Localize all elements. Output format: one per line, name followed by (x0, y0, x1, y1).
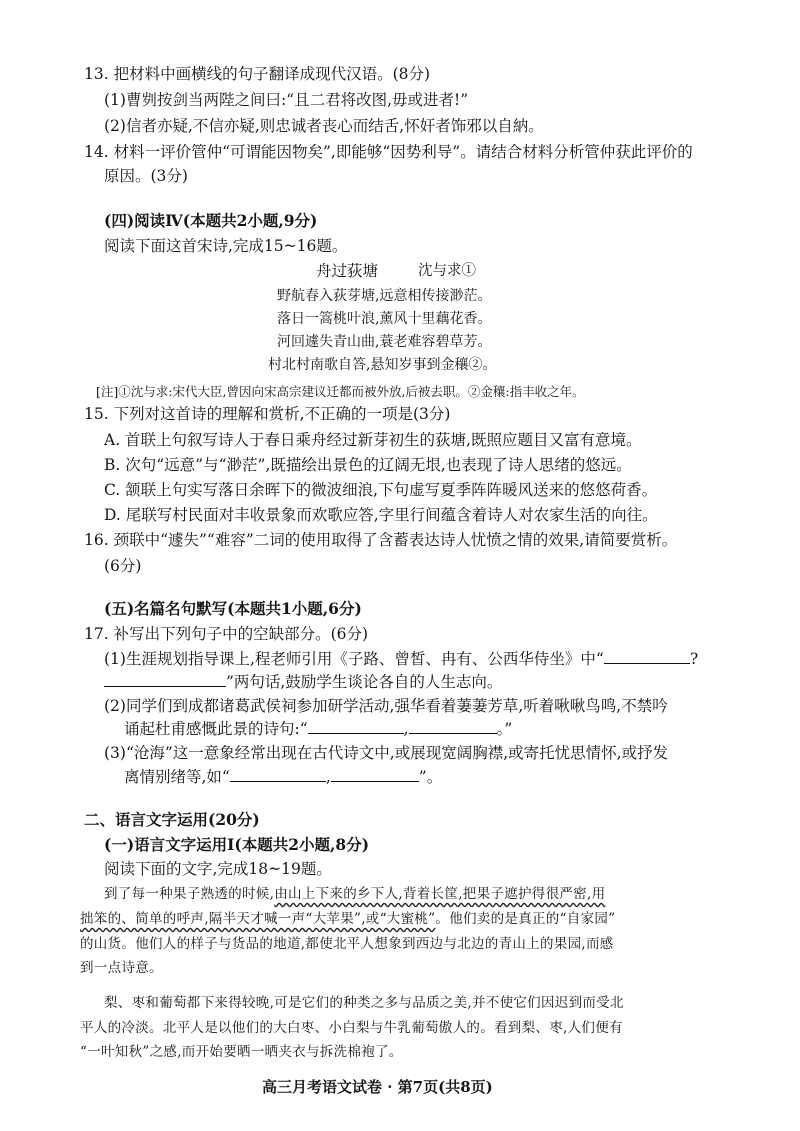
part-2-heading: 二、语言文字运用(20分) (84, 810, 260, 829)
q17-stem: 17. 补写出下列句子中的空缺部分。(6分) (84, 625, 369, 643)
q17-item2-line1: (2)同学们到成都诸葛武侯祠参加研学活动,强华看着萋萋芳草,听着啾啾鸟鸣,不禁吟 (104, 697, 668, 715)
q14-stem-line1: 14. 材料一评价管仲“可谓能因物矣”,即能够“因势利导”。请结合材料分析管仲获此评价的 (84, 143, 693, 161)
part-2-subheading: (一)语言文字运用Ⅰ(本题共2小题,8分) (104, 835, 370, 854)
q15-option-b: B. 次句“远意”与“渺茫”,既描绘出景色的辽阔无垠,也表现了诗人思绪的悠远。 (104, 456, 632, 474)
poem-line-1: 野航春入荻芽塘,远意相传接渺茫。 (277, 288, 492, 304)
poem-author: 沈与求① (418, 263, 476, 279)
part-2-intro: 阅读下面的文字,完成18~19题。 (104, 860, 332, 878)
q13-stem: 13. 把材料中画横线的句子翻译成现代汉语。(8分) (84, 65, 431, 83)
q16-stem-line1: 16. 颈联中“遽失”“难容”二词的使用取得了含蓄表达诗人忧愤之情的效果,请简要赏析。 (84, 531, 678, 549)
poem-footnote: [注]①沈与求:宋代大臣,曾因向宋高宗建议迁都而被外放,后被去职。②金穰:指丰收之年。 (96, 384, 585, 399)
answer-blank[interactable] (308, 719, 404, 734)
q14-stem-line2: 原因。(3分) (104, 167, 188, 185)
answer-blank[interactable] (230, 767, 326, 782)
q17-item1-line2: ”两句话,鼓励学生谈论各自的人生志向。 (104, 672, 502, 692)
passage-line-3: 的山货。他们人的样子与货品的地道,都使北平人想象到西边与北边的青山上的果园,而感 (80, 936, 614, 952)
passage-line-6: 平人的冷淡。北平人是以他们的大白枣、小白梨与牛乳葡萄傲人的。看到梨、枣,人们便有 (80, 1020, 623, 1036)
poem-line-3: 河回遽失青山曲,蓑老难容碧草芳。 (277, 334, 492, 350)
q15-option-d: D. 尾联写村民面对丰收景象而欢歌应答,字里行间蕴含着诗人对农家生活的向往。 (104, 506, 658, 524)
q15-option-a: A. 首联上句叙写诗人于春日乘舟经过新芽初生的荻塘,既照应题目又富有意境。 (104, 431, 642, 449)
section-4-heading: (四)阅读Ⅳ(本题共2小题,9分) (104, 211, 318, 230)
q13-sentence-1: (1)曹刿按剑当两陛之间曰:“且二君将改图,毋或进者!” (104, 91, 469, 109)
q17-item1-line1: (1)生涯规划指导课上,程老师引用《子路、曾皙、冉有、公西华侍坐》中“ ? (104, 650, 699, 668)
answer-blank[interactable] (409, 719, 497, 734)
q16-stem-line2: (6分) (104, 557, 142, 575)
q17-item3-line2: 离情别绪等,如“ , ”。 (124, 768, 443, 786)
section-5-heading: (五)名篇名句默写(本题共1小题,6分) (104, 599, 362, 618)
section-4-intro: 阅读下面这首宋诗,完成15~16题。 (104, 237, 348, 255)
wavy-underlined-text: 由山上下来的乡下人,背着长筐,把果子遮护得很严密,用 (274, 886, 606, 902)
q17-item3-line1: (3)“沧海”这一意象经常出现在古代诗文中,或展现宽阔胸襟,或寄托忧思情怀,或抒发 (104, 744, 669, 762)
passage-line-2: 拙笨的、简单的呼声,隔半天才喊一声“大苹果”,或“大蜜桃”。他们卖的是真正的“自家园” (80, 911, 616, 927)
page-footer: 高三月考语文试卷 · 第7页(共8页) (262, 1078, 493, 1096)
q15-option-c: C. 颔联上句实写落日余晖下的微波细浪,下句虚写夏季阵阵暖风送来的悠悠荷香。 (104, 481, 658, 499)
passage-line-4: 到一点诗意。 (80, 960, 163, 976)
q15-stem: 15. 下列对这首诗的理解和赏析,不正确的一项是(3分) (84, 405, 451, 423)
passage-line-1: 到了每一种果子熟透的时候,由山上下来的乡下人,背着长筐,把果子遮护得很严密,用 (104, 886, 606, 902)
poem-line-4: 村北村南歌自答,悬知岁事到金穰②。 (268, 357, 497, 373)
wavy-underlined-text: 拙笨的、简单的呼声,隔半天才喊一声“大苹果”,或“大蜜桃” (80, 911, 436, 927)
q17-item2-line2: 诵起杜甫感慨此景的诗句:“ , 。” (124, 720, 513, 738)
answer-blank[interactable] (604, 649, 690, 664)
poem-title: 舟过荻塘 (316, 262, 379, 280)
poem-line-2: 落日一篙桃叶浪,薰风十里藕花香。 (277, 311, 492, 327)
passage-line-7: “一叶知秋”之感,而开始要晒一晒夹衣与拆洗棉袍了。 (80, 1044, 403, 1060)
answer-blank[interactable] (104, 672, 226, 687)
q13-sentence-2: (2)信者亦疑,不信亦疑,则忠诚者丧心而结舌,怀奸者饰邪以自納。 (104, 117, 544, 135)
answer-blank[interactable] (331, 767, 419, 782)
passage-line-5: 梨、枣和葡萄都下来得较晚,可是它们的种类之多与品质之美,并不使它们因迟到而受北 (104, 995, 624, 1011)
